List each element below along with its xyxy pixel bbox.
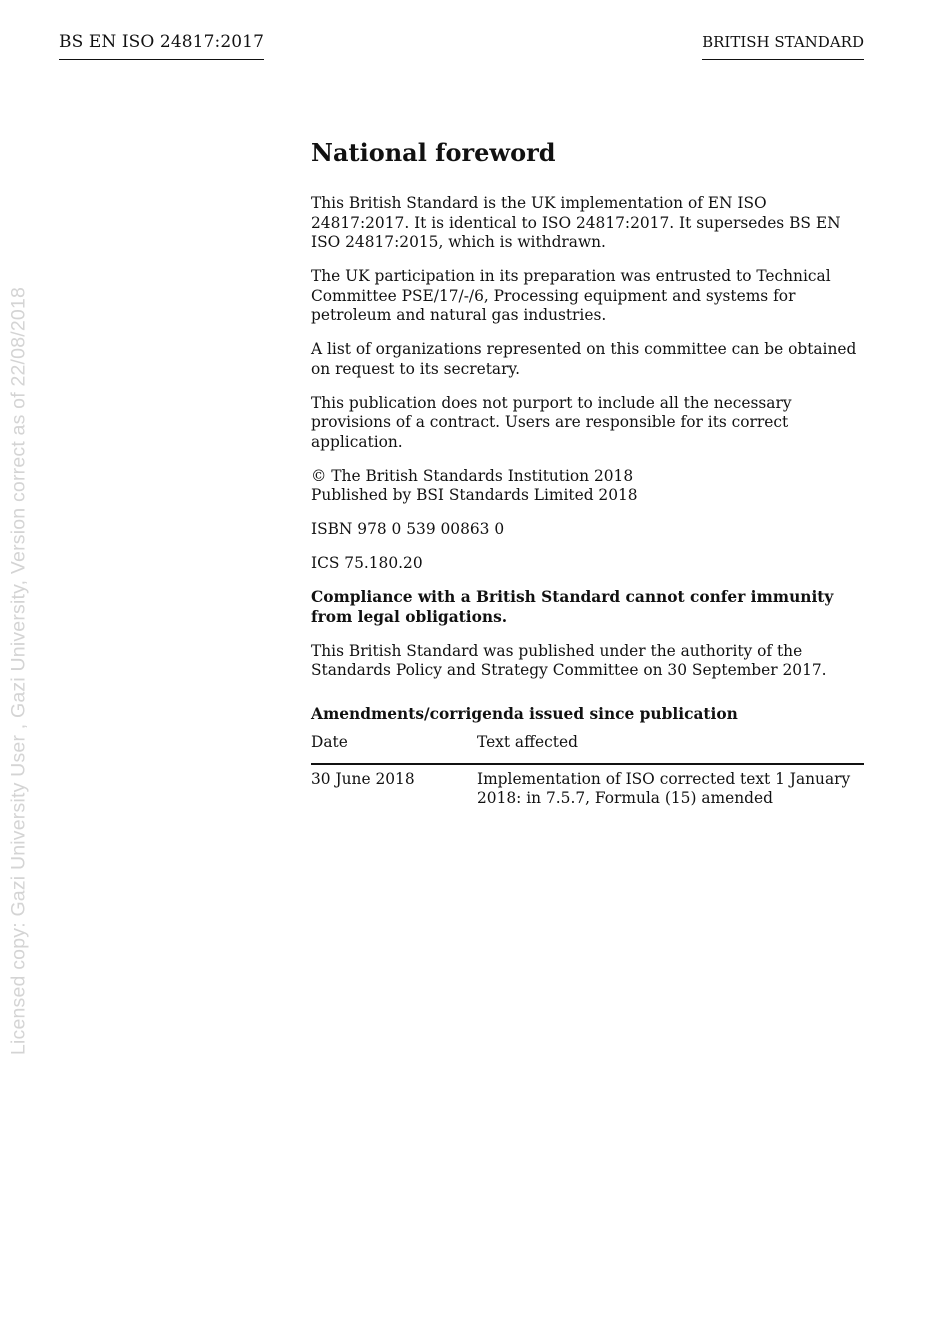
page-title: National foreword [311, 138, 556, 167]
foreword-section [311, 136, 866, 809]
published-line: Published by BSI Standards Limited 2018 [311, 486, 638, 504]
amendment-date: 30 June 2018 [311, 769, 415, 788]
copyright-line: © The British Standards Institution 2018 [311, 466, 634, 485]
amendments-title: Amendments/corrigenda issued since publication [311, 704, 738, 723]
paragraph-disclaimer: This publication does not purport to include all the necessary provisions of a contract. Users are responsible for its correct application. [311, 393, 792, 451]
ics-code: ICS 75.180.20 [311, 554, 423, 572]
column-header-date: Date [311, 733, 477, 764]
paragraph-committee: The UK participation in its preparation was entrusted to Technical Committee PSE/17/-/6, Processing equipment and systems for petroleum and natural gas industries. [311, 267, 831, 324]
paragraph-organizations: A list of organizations represented on this committee can be obtained on request to its secretary. [311, 340, 857, 378]
copyright-block [311, 467, 866, 506]
paragraph-implementation: This British Standard is the UK implementation of EN ISO 24817:2017. It is identical to ISO 24817:2017. It supersedes BS EN ISO 24817:2015, which is withdrawn. [311, 194, 841, 251]
license-watermark: Licensed copy: Gazi University User , Gazi University, Version correct as of 22/08/2018 [7, 286, 30, 1056]
series-label-header: BRITISH STANDARD [702, 31, 864, 60]
isbn: ISBN 978 0 539 00863 0 [311, 520, 505, 538]
authority-note: This British Standard was published under the authority of the Standards Policy and Strategy Committee on 30 September 2017. [311, 641, 827, 679]
table-row [311, 764, 864, 809]
document-id-header: BS EN ISO 24817:2017 [59, 31, 264, 60]
table-header-row [311, 733, 864, 764]
compliance-note: Compliance with a British Standard cannot confer immunity from legal obligations. [311, 588, 834, 626]
amendment-text: Implementation of ISO corrected text 1 January 2018: in 7.5.7, Formula (15) amended [477, 769, 851, 807]
amendments-table [311, 733, 864, 809]
column-header-text-affected: Text affected [477, 733, 864, 764]
